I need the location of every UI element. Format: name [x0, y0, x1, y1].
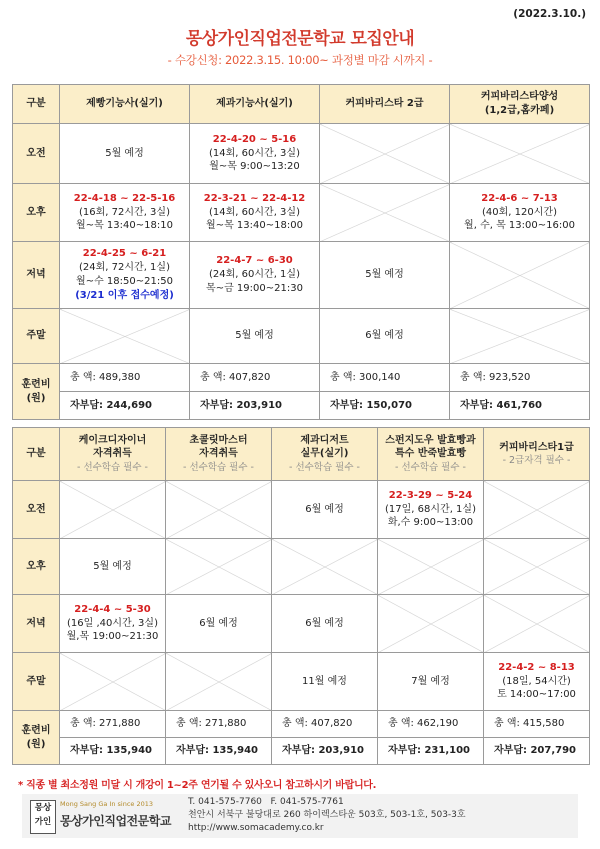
- cell-t1-morning-c1: 5월 예정: [60, 124, 190, 184]
- schedule-table-1: [12, 84, 590, 420]
- cell-t2-evening-c2: 6월 예정: [166, 595, 272, 653]
- cell-t1-weekend-c2: 5월 예정: [190, 309, 320, 364]
- header-chocolate: 초콜릿마스터 자격취득 - 선수학습 필수 -: [166, 428, 272, 481]
- empty-cell: [484, 539, 590, 595]
- empty-cell: [60, 309, 190, 364]
- page-title: 몽상가인직업전문학교 모집안내: [185, 29, 415, 49]
- row-label-afternoon: 오후: [13, 184, 60, 242]
- fee-self: 자부담: 461,760: [450, 392, 590, 420]
- notice-text: * 직종 별 최소정원 미달 시 개강이 1~2주 연기될 수 있사오니 참고하시기 바랍니다.: [18, 780, 377, 791]
- row-label-evening: 저녁: [13, 242, 60, 309]
- empty-cell: [450, 242, 590, 309]
- empty-cell: [378, 539, 484, 595]
- fee-total: 총 액: 415,580: [484, 711, 590, 738]
- cell-t1-afternoon-c2: 22-3-21 ~ 22-4-12 (14회, 60시간, 3실) 월~목 13:40~18:00: [190, 184, 320, 242]
- logo-korean: 몽상가인직업전문학교: [60, 814, 171, 828]
- row-label-afternoon: 오후: [13, 539, 60, 595]
- fee-self: 자부담: 244,690: [60, 392, 190, 420]
- fee-total: 총 액: 462,190: [378, 711, 484, 738]
- row-label-morning: 오전: [13, 124, 60, 184]
- fee-self: 자부담: 135,940: [60, 738, 166, 765]
- empty-cell: [450, 309, 590, 364]
- empty-cell: [166, 653, 272, 711]
- header-pastry: 제과기능사(실기): [190, 85, 320, 124]
- fax-number: F. 041-575-7761: [270, 797, 344, 807]
- address: 천안시 서북구 불당대로 260 하이렉스타운 503호, 503-1호, 503-3호: [188, 810, 466, 820]
- header-barista1: 커피바리스타1급 - 2급자격 필수 -: [484, 428, 590, 481]
- cell-t2-afternoon-c1: 5월 예정: [60, 539, 166, 595]
- cell-t1-morning-c2: 22-4-20 ~ 5-16 (14회, 60시간, 3실) 월~목 9:00~13:20: [190, 124, 320, 184]
- footer: [22, 794, 578, 838]
- row-label-morning: 오전: [13, 481, 60, 539]
- header-gubun: 구분: [13, 428, 60, 481]
- fee-total: 총 액: 923,520: [450, 364, 590, 392]
- fee-self: 자부담: 231,100: [378, 738, 484, 765]
- header-bread: 제빵기능사(실기): [60, 85, 190, 124]
- row-label-evening: 저녁: [13, 595, 60, 653]
- empty-cell: [320, 184, 450, 242]
- header-gubun: 구분: [13, 85, 60, 124]
- cell-t2-weekend-c3: 11월 예정: [272, 653, 378, 711]
- fee-self: 자부담: 203,910: [272, 738, 378, 765]
- row-label-weekend: 주말: [13, 309, 60, 364]
- header-cake: 케이크디자이너 자격취득 - 선수학습 필수 -: [60, 428, 166, 481]
- empty-cell: [450, 124, 590, 184]
- fee-self: 자부담: 135,940: [166, 738, 272, 765]
- empty-cell: [166, 539, 272, 595]
- header-barista-training: 커피바리스타양성 (1,2급,홈카페): [450, 85, 590, 124]
- fee-self: 자부담: 150,070: [320, 392, 450, 420]
- cell-t1-evening-c3: 5월 예정: [320, 242, 450, 309]
- empty-cell: [60, 481, 166, 539]
- logo-english: Mong Sang Ga In since 2013: [60, 800, 153, 808]
- header-sponge: 스펀지도우 발효빵과 특수 반죽발효빵 - 선수학습 필수 -: [378, 428, 484, 481]
- header-barista2: 커피바리스타 2급: [320, 85, 450, 124]
- cell-t1-evening-c2: 22-4-7 ~ 6-30 (24회, 60시간, 1실) 목~금 19:00~21:30: [190, 242, 320, 309]
- page-subtitle: - 수강신청: 2022.3.15. 10:00~ 과정별 마감 시까지 -: [167, 53, 433, 67]
- empty-cell: [320, 124, 450, 184]
- cell-t2-evening-c3: 6월 예정: [272, 595, 378, 653]
- empty-cell: [272, 539, 378, 595]
- empty-cell: [484, 595, 590, 653]
- cell-t2-weekend-c5: 22-4-2 ~ 8-13 (18일, 54시간) 토 14:00~17:00: [484, 653, 590, 711]
- row-label-fee: 훈련비 (원): [13, 364, 60, 420]
- fee-self: 자부담: 207,790: [484, 738, 590, 765]
- row-label-fee: 훈련비 (원): [13, 711, 60, 765]
- empty-cell: [60, 653, 166, 711]
- empty-cell: [166, 481, 272, 539]
- schedule-table-2: [12, 427, 590, 765]
- fee-total: 총 액: 271,880: [60, 711, 166, 738]
- cell-t2-morning-c4: 22-3-29 ~ 5-24 (17일, 68시간, 1실) 화,수 9:00~13:00: [378, 481, 484, 539]
- row-label-weekend: 주말: [13, 653, 60, 711]
- fee-total: 총 액: 300,140: [320, 364, 450, 392]
- fee-total: 총 액: 407,820: [190, 364, 320, 392]
- fee-total: 총 액: 271,880: [166, 711, 272, 738]
- fee-total: 총 액: 407,820: [272, 711, 378, 738]
- fee-total: 총 액: 489,380: [60, 364, 190, 392]
- fee-self: 자부담: 203,910: [190, 392, 320, 420]
- cell-t1-afternoon-c1: 22-4-18 ~ 22-5-16 (16회, 72시간, 3실) 월~목 13:40~18:10: [60, 184, 190, 242]
- empty-cell: [378, 595, 484, 653]
- phone-number: T. 041-575-7760: [188, 797, 262, 807]
- cell-t1-afternoon-c4: 22-4-6 ~ 7-13 (40회, 120시간) 월, 수, 목 13:00~16:00: [450, 184, 590, 242]
- cell-t1-evening-c1: 22-4-25 ~ 6-21 (24회, 72시간, 1실) 월~수 18:50~21:50 (3/21 이후 접수예정): [60, 242, 190, 309]
- empty-cell: [484, 481, 590, 539]
- contact-info: [188, 796, 466, 835]
- school-logo-icon: 몽상 가인: [30, 800, 56, 834]
- notice-date: (2022.3.10.): [513, 8, 586, 20]
- cell-t2-weekend-c4: 7월 예정: [378, 653, 484, 711]
- header-dessert: 제과디저트 실무(실기) - 선수학습 필수 -: [272, 428, 378, 481]
- cell-t2-evening-c1: 22-4-4 ~ 5-30 (16일 ,40시간, 3실) 월,목 19:00~21:30: [60, 595, 166, 653]
- cell-t1-weekend-c3: 6월 예정: [320, 309, 450, 364]
- cell-t2-morning-c3: 6월 예정: [272, 481, 378, 539]
- website-link[interactable]: http://www.somacademy.co.kr: [188, 823, 324, 833]
